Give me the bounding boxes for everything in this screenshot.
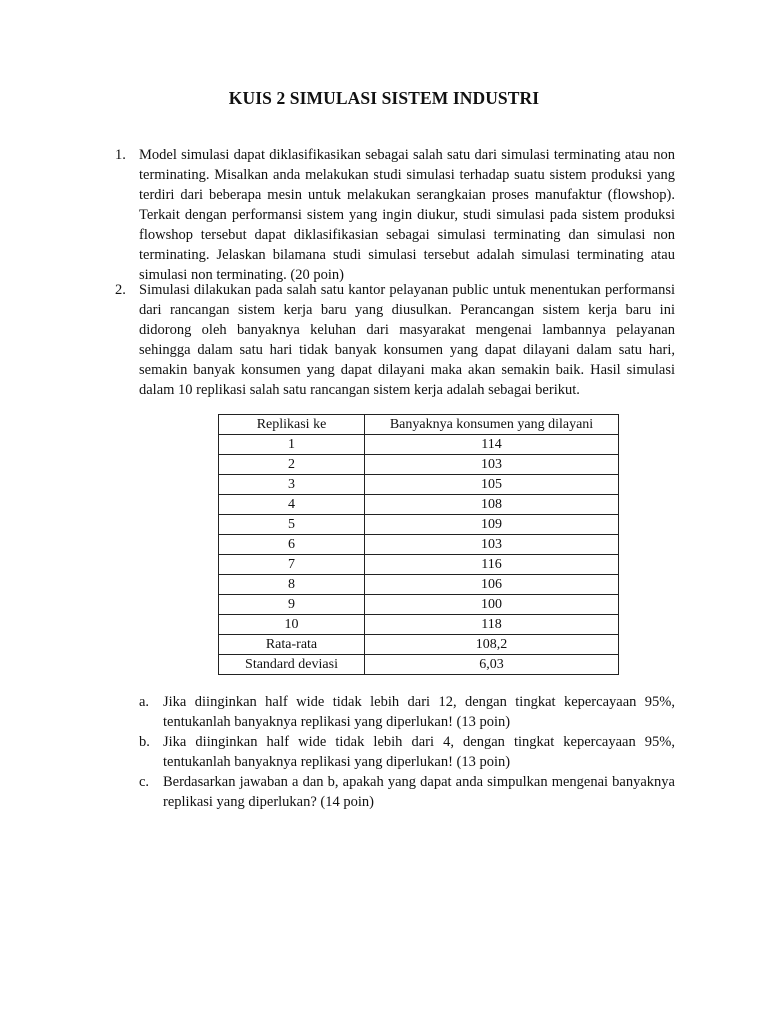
customers-cell: 100 bbox=[365, 595, 619, 615]
subquestion-label: a. bbox=[139, 694, 150, 710]
customers-cell: 114 bbox=[365, 435, 619, 455]
table-row bbox=[219, 595, 619, 615]
replication-cell: 1 bbox=[219, 435, 365, 455]
customers-cell: 106 bbox=[365, 575, 619, 595]
subquestion-a bbox=[139, 692, 675, 732]
customers-cell: 116 bbox=[365, 555, 619, 575]
stddev-label-cell: Standard deviasi bbox=[219, 655, 365, 675]
customers-cell: 103 bbox=[365, 455, 619, 475]
replication-cell: 4 bbox=[219, 495, 365, 515]
replication-cell: 8 bbox=[219, 575, 365, 595]
mean-value-cell: 108,2 bbox=[365, 635, 619, 655]
replication-cell: 3 bbox=[219, 475, 365, 495]
subquestion-text: Jika diinginkan half wide tidak lebih dari 4, dengan tingkat kepercayaan 95%, tentukanlah banyaknya replikasi yang diperlukan! (13 poin) bbox=[163, 734, 675, 770]
replication-table bbox=[218, 414, 619, 675]
subquestion-b bbox=[139, 732, 675, 772]
replication-cell: 10 bbox=[219, 615, 365, 635]
customers-cell: 108 bbox=[365, 495, 619, 515]
customers-cell: 105 bbox=[365, 475, 619, 495]
replication-cell: 2 bbox=[219, 455, 365, 475]
table-row bbox=[219, 455, 619, 475]
table-row-mean bbox=[219, 635, 619, 655]
customers-cell: 118 bbox=[365, 615, 619, 635]
table-row-stddev bbox=[219, 655, 619, 675]
replication-cell: 5 bbox=[219, 515, 365, 535]
replication-cell: 9 bbox=[219, 595, 365, 615]
question-text: Model simulasi dapat diklasifikasikan sebagai salah satu dari simulasi terminating atau non terminating. Misalkan anda melakukan studi simulasi terhadap suatu sistem produksi yang terdiri dari beberapa mesin untuk melakukan serangkaian proses manufaktur (flowshop). Terkait dengan performansi sistem yang ingin diukur, studi simulasi pada sistem produksi flowshop tersebut dapat diklasifikasian sebagai simulasi terminating dan simulasi non terminating. Jelaskan bilamana studi simulasi tersebut adalah simulasi terminating atau simulasi non terminating. (20 poin) bbox=[139, 147, 675, 283]
table-row bbox=[219, 555, 619, 575]
replication-cell: 6 bbox=[219, 535, 365, 555]
question-number: 1. bbox=[115, 147, 126, 163]
column-header-replication: Replikasi ke bbox=[219, 415, 365, 435]
page-title: KUIS 2 SIMULASI SISTEM INDUSTRI bbox=[228, 88, 540, 108]
column-header-customers: Banyaknya konsumen yang dilayani bbox=[365, 415, 619, 435]
subquestion-label: c. bbox=[139, 774, 150, 790]
subquestion-text: Jika diinginkan half wide tidak lebih dari 12, dengan tingkat kepercayaan 95%, tentukanlah banyaknya replikasi yang diperlukan! (13 poin) bbox=[163, 694, 675, 730]
table-row bbox=[219, 515, 619, 535]
replication-cell: 7 bbox=[219, 555, 365, 575]
table-row bbox=[219, 495, 619, 515]
customers-cell: 109 bbox=[365, 515, 619, 535]
subquestion-label: b. bbox=[139, 734, 150, 750]
customers-cell: 103 bbox=[365, 535, 619, 555]
question-text: Simulasi dilakukan pada salah satu kantor pelayanan public untuk menentukan performansi dari rancangan sistem kerja baru yang diusulkan. Perancangan sistem kerja baru ini didorong oleh banyaknya keluhan dari masyarakat mengenai lambannya pelayanan sehingga dalam satu hari tidak banyak konsumen yang dapat dilayani dalam satu hari, semakin banyak konsumen yang dapat dilayani maka akan semakin baik. Hasil simulasi dalam 10 replikasi salah satu rancangan sistem kerja adalah sebagai berikut. bbox=[139, 282, 675, 398]
subquestion-text: Berdasarkan jawaban a dan b, apakah yang dapat anda simpulkan mengenai banyaknya replikasi yang diperlukan? (14 poin) bbox=[163, 774, 675, 810]
table-row bbox=[219, 615, 619, 635]
question-number: 2. bbox=[115, 282, 126, 298]
stddev-value-cell: 6,03 bbox=[365, 655, 619, 675]
subquestion-c bbox=[139, 772, 675, 812]
question-2 bbox=[115, 280, 675, 400]
question-1 bbox=[115, 145, 675, 285]
table-row bbox=[219, 475, 619, 495]
table-row bbox=[219, 435, 619, 455]
table-row bbox=[219, 575, 619, 595]
table-header-row bbox=[219, 415, 619, 435]
table-row bbox=[219, 535, 619, 555]
mean-label-cell: Rata-rata bbox=[219, 635, 365, 655]
